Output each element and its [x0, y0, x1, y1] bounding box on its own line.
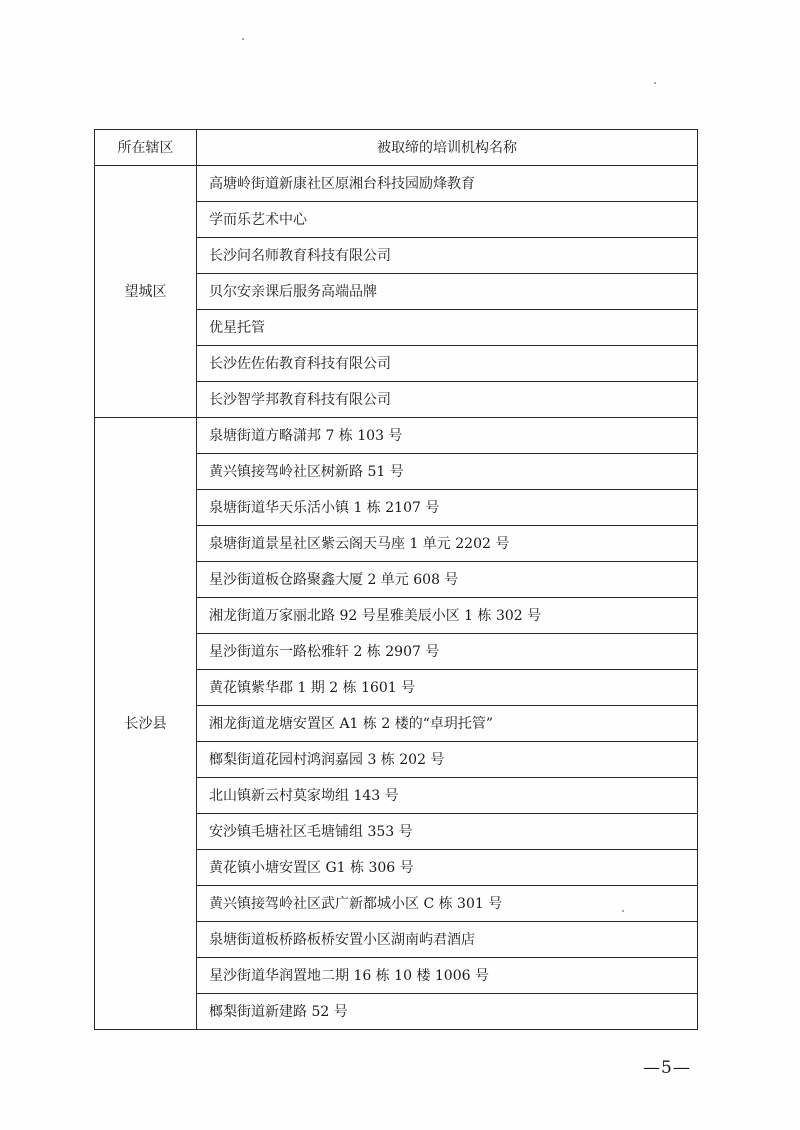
- org-cell: 榔梨街道新建路 52 号: [197, 994, 698, 1030]
- org-cell: 星沙街道东一路松雅轩 2 栋 2907 号: [197, 634, 698, 670]
- org-cell: 星沙街道华润置地二期 16 栋 10 楼 1006 号: [197, 958, 698, 994]
- org-cell: 榔梨街道花园村鸿润嘉园 3 栋 202 号: [197, 742, 698, 778]
- page-number: —5—: [643, 1058, 691, 1078]
- table-row: [95, 166, 698, 202]
- org-cell: 湘龙街道万家丽北路 92 号星雅美辰小区 1 栋 302 号: [197, 598, 698, 634]
- org-cell: 星沙街道板仓路聚鑫大厦 2 单元 608 号: [197, 562, 698, 598]
- org-cell: 泉塘街道板桥路板桥安置小区湖南屿君酒店: [197, 922, 698, 958]
- org-cell: 长沙佐佐佑教育科技有限公司: [197, 346, 698, 382]
- org-cell: 泉塘街道华天乐活小镇 1 栋 2107 号: [197, 490, 698, 526]
- header-district: 所在辖区: [95, 130, 197, 166]
- district-cell: 长沙县: [95, 418, 197, 1030]
- org-cell: 北山镇新云村莫家坳组 143 号: [197, 778, 698, 814]
- org-cell: 安沙镇毛塘社区毛塘铺组 353 号: [197, 814, 698, 850]
- org-cell: 长沙问名师教育科技有限公司: [197, 238, 698, 274]
- header-org-name: 被取缔的培训机构名称: [197, 130, 698, 166]
- org-cell: 黄兴镇接驾岭社区树新路 51 号: [197, 454, 698, 490]
- org-cell: 黄兴镇接驾岭社区武广新都城小区 C 栋 301 号: [197, 886, 698, 922]
- org-cell: 泉塘街道方略潇邦 7 栋 103 号: [197, 418, 698, 454]
- org-cell: 黄花镇小塘安置区 G1 栋 306 号: [197, 850, 698, 886]
- closed-institutions-table: [94, 129, 698, 1030]
- table-row: [95, 418, 698, 454]
- org-cell: 贝尔安亲课后服务高端品牌: [197, 274, 698, 310]
- org-cell: 学而乐艺术中心: [197, 202, 698, 238]
- table-header-row: [95, 130, 698, 166]
- scan-speck: [654, 82, 656, 84]
- district-cell: 望城区: [95, 166, 197, 418]
- org-cell: 优星托管: [197, 310, 698, 346]
- org-cell: 泉塘街道景星社区紫云阁天马座 1 单元 2202 号: [197, 526, 698, 562]
- org-cell: 长沙智学邦教育科技有限公司: [197, 382, 698, 418]
- scan-speck: [242, 38, 244, 40]
- org-cell: 黄花镇紫华郡 1 期 2 栋 1601 号: [197, 670, 698, 706]
- org-cell: 湘龙街道龙塘安置区 A1 栋 2 楼的“卓玥托管”: [197, 706, 698, 742]
- org-cell: 高塘岭街道新康社区原湘台科技园励烽教育: [197, 166, 698, 202]
